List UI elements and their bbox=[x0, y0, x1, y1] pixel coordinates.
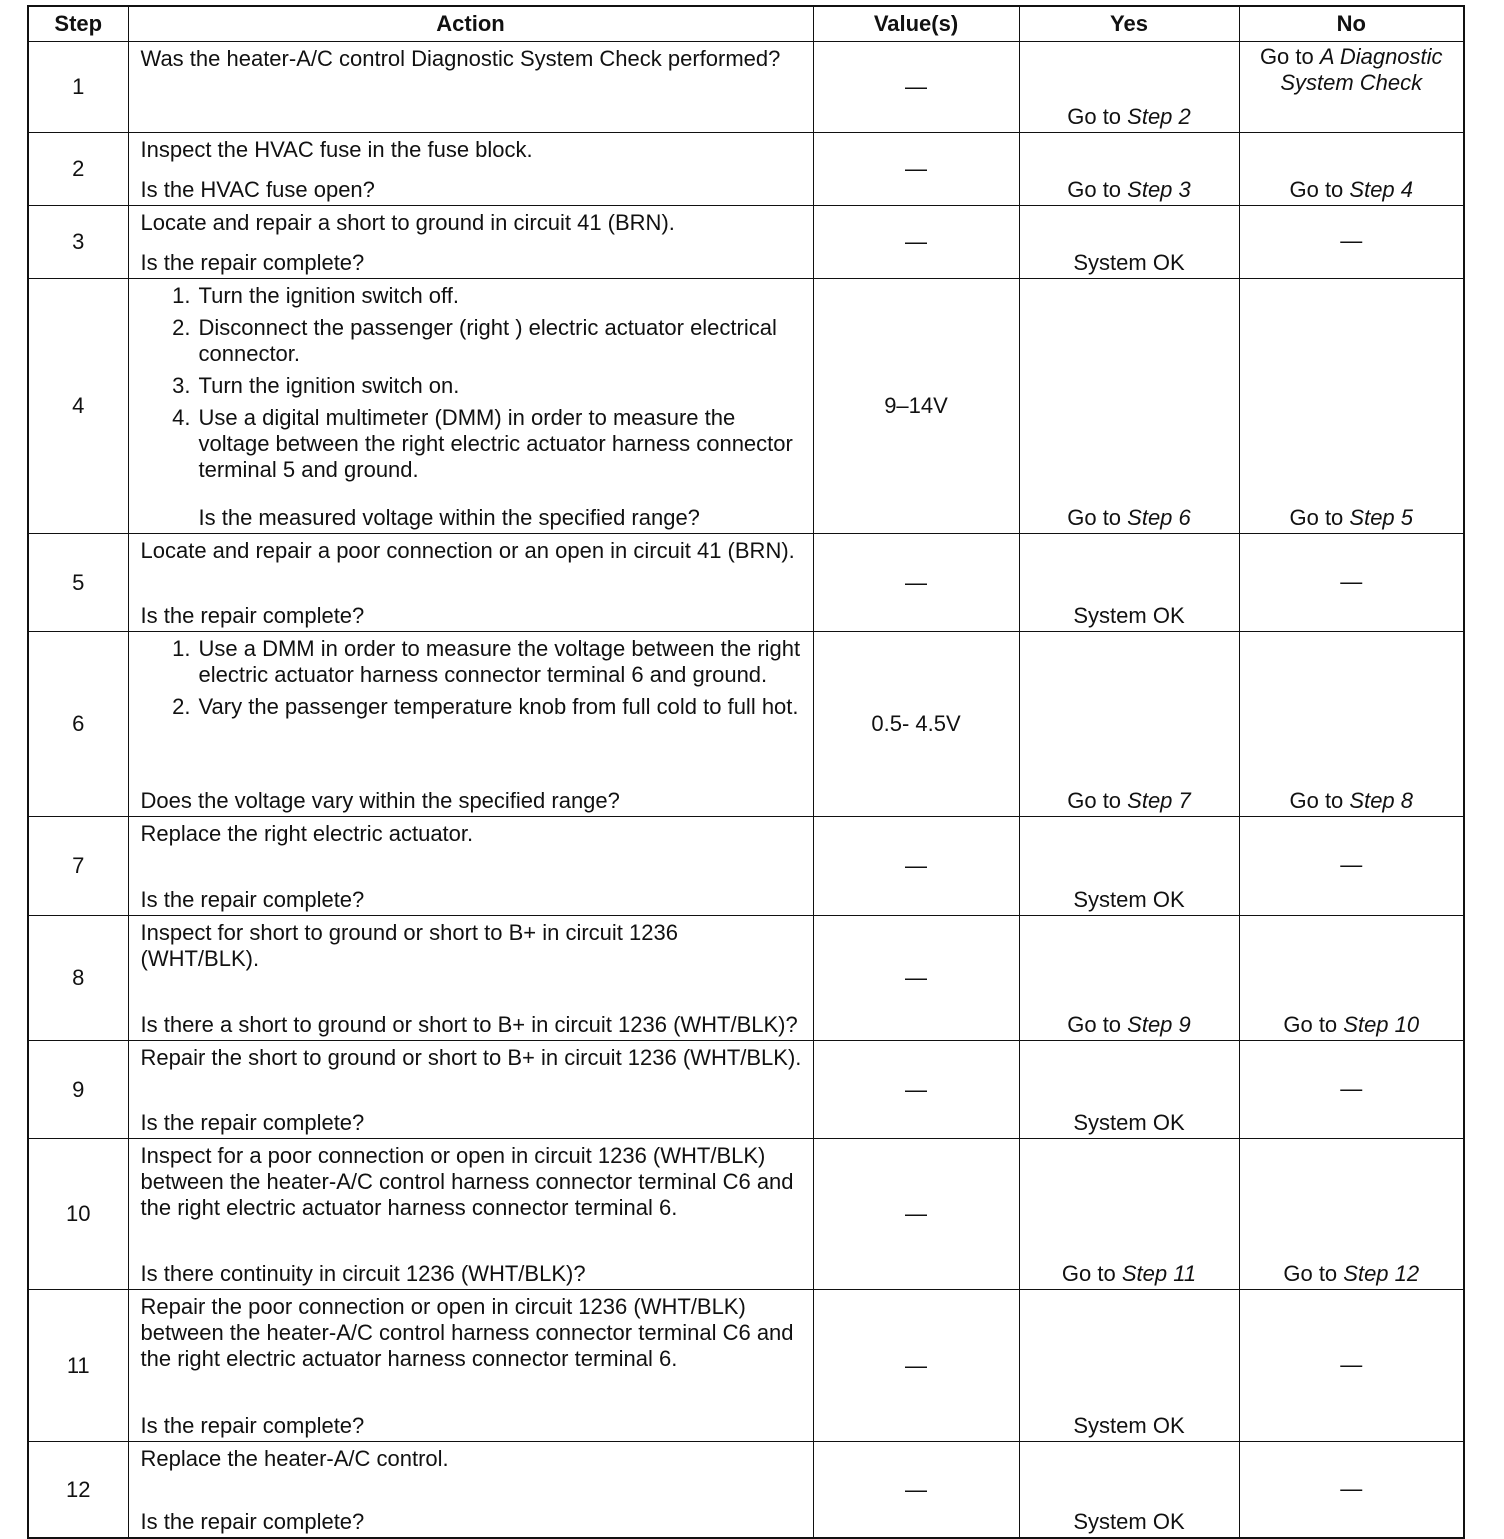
step-number: 6 bbox=[28, 632, 128, 817]
value-cell: — bbox=[813, 42, 1019, 133]
list-text: Disconnect the passenger (right ) electric actuator electrical connector. bbox=[198, 315, 777, 366]
action-content bbox=[141, 46, 803, 130]
no-result-text: Go to bbox=[1289, 505, 1350, 530]
yes-result-step-link: Step 11 bbox=[1121, 1261, 1197, 1286]
action-text: Was the heater-A/C control Diagnostic System Check performed? bbox=[140, 46, 781, 71]
yes-result-text: System OK bbox=[1073, 887, 1185, 912]
step-number: 2 bbox=[28, 133, 128, 206]
action-list-item bbox=[141, 315, 803, 367]
step-number: 3 bbox=[28, 206, 128, 279]
action-question: Is the repair complete? bbox=[140, 1509, 365, 1534]
action-text: Replace the right electric actuator. bbox=[140, 821, 474, 846]
action-list-item bbox=[141, 283, 803, 309]
action-cell bbox=[128, 133, 813, 206]
yes-result bbox=[1019, 817, 1239, 916]
action-cell bbox=[128, 916, 813, 1041]
no-result bbox=[1239, 817, 1464, 916]
list-number: 1. bbox=[172, 636, 191, 661]
table-row bbox=[28, 817, 1464, 916]
yes-result-step-link: Step 9 bbox=[1127, 1012, 1191, 1037]
value-cell: 9–14V bbox=[813, 279, 1019, 534]
action-text: Locate and repair a short to ground in circuit 41 (BRN). bbox=[140, 210, 675, 235]
value-cell: — bbox=[813, 1139, 1019, 1290]
action-list bbox=[141, 636, 803, 720]
step-number: 12 bbox=[28, 1442, 128, 1539]
list-text: Use a DMM in order to measure the voltage between the right electric actuator harness connector terminal 6 and ground. bbox=[198, 636, 801, 687]
action-text: Inspect for short to ground or short to B+ in circuit 1236 (WHT/BLK). bbox=[140, 920, 678, 971]
no-result bbox=[1239, 42, 1464, 133]
no-result bbox=[1239, 916, 1464, 1041]
action-content bbox=[141, 137, 803, 203]
action-question: Is the repair complete? bbox=[140, 1413, 365, 1438]
list-text: Turn the ignition switch off. bbox=[198, 283, 459, 308]
yes-result bbox=[1019, 206, 1239, 279]
no-result-text: — bbox=[1340, 568, 1363, 594]
table-row bbox=[28, 916, 1464, 1041]
yes-result bbox=[1019, 916, 1239, 1041]
yes-result-text: System OK bbox=[1073, 1110, 1185, 1135]
list-text: Turn the ignition switch on. bbox=[198, 373, 460, 398]
yes-result bbox=[1019, 632, 1239, 817]
no-result bbox=[1239, 534, 1464, 632]
action-text: Replace the heater-A/C control. bbox=[140, 1446, 449, 1471]
action-question: Is the repair complete? bbox=[140, 887, 365, 912]
action-cell bbox=[128, 1139, 813, 1290]
header-yes: Yes bbox=[1019, 6, 1239, 42]
yes-result-text: Go to bbox=[1067, 1012, 1128, 1037]
list-text: Use a digital multimeter (DMM) in order to measure the voltage between the right electric actuator harness connector terminal 5 and ground. bbox=[198, 405, 793, 482]
no-result bbox=[1239, 1290, 1464, 1442]
diagnostic-table bbox=[27, 5, 1465, 1539]
header-step: Step bbox=[28, 6, 128, 42]
no-result-text: — bbox=[1340, 852, 1363, 877]
yes-result-text: System OK bbox=[1073, 1509, 1185, 1534]
no-result-step-link: Step 4 bbox=[1349, 177, 1414, 202]
no-result-text: Go to bbox=[1289, 177, 1350, 202]
action-content bbox=[141, 538, 803, 629]
action-cell bbox=[128, 1442, 813, 1539]
action-question: Is the repair complete? bbox=[140, 250, 365, 275]
action-cell bbox=[128, 1041, 813, 1139]
action-cell bbox=[128, 279, 813, 534]
no-result-step-link: A Diagnostic System Check bbox=[1280, 44, 1443, 95]
action-text: Repair the poor connection or open in circuit 1236 (WHT/BLK) between the heater-A/C control harness connector terminal C6 and the right electric actuator harness connector terminal 6. bbox=[140, 1294, 794, 1371]
yes-result-step-link: Step 3 bbox=[1127, 177, 1191, 202]
header-no: No bbox=[1239, 6, 1464, 42]
table-row bbox=[28, 1442, 1464, 1539]
yes-result bbox=[1019, 133, 1239, 206]
step-number: 11 bbox=[28, 1290, 128, 1442]
value-cell: — bbox=[813, 817, 1019, 916]
yes-result-text: Go to bbox=[1061, 1261, 1122, 1286]
header-values: Value(s) bbox=[813, 6, 1019, 42]
no-result-text: Go to bbox=[1289, 788, 1350, 813]
action-content bbox=[141, 283, 803, 531]
yes-result-step-link: Step 7 bbox=[1127, 788, 1191, 813]
action-cell bbox=[128, 206, 813, 279]
yes-result-text: System OK bbox=[1073, 250, 1185, 275]
step-number: 7 bbox=[28, 817, 128, 916]
table-row bbox=[28, 1290, 1464, 1442]
action-list bbox=[141, 283, 803, 483]
yes-result-text: Go to bbox=[1067, 788, 1128, 813]
value-cell: — bbox=[813, 1442, 1019, 1539]
no-result-text: Go to bbox=[1283, 1261, 1344, 1286]
action-question: Is the HVAC fuse open? bbox=[140, 177, 375, 202]
table-row bbox=[28, 1041, 1464, 1139]
list-number: 2. bbox=[172, 315, 191, 340]
no-result-step-link: Step 10 bbox=[1343, 1012, 1420, 1037]
table-row bbox=[28, 279, 1464, 534]
list-number: 4. bbox=[172, 405, 191, 430]
action-cell bbox=[128, 534, 813, 632]
value-cell: — bbox=[813, 1041, 1019, 1139]
action-list-item bbox=[141, 405, 803, 483]
step-number: 1 bbox=[28, 42, 128, 133]
no-result-step-link: Step 5 bbox=[1349, 505, 1414, 530]
step-number: 9 bbox=[28, 1041, 128, 1139]
action-question: Is there continuity in circuit 1236 (WHT/BLK)? bbox=[140, 1261, 586, 1286]
yes-result bbox=[1019, 1290, 1239, 1442]
list-number: 2. bbox=[172, 694, 191, 719]
yes-result bbox=[1019, 42, 1239, 133]
value-cell: — bbox=[813, 916, 1019, 1041]
action-text: Inspect the HVAC fuse in the fuse block. bbox=[140, 137, 533, 162]
no-result bbox=[1239, 1442, 1464, 1539]
yes-result-text: Go to bbox=[1067, 505, 1128, 530]
no-result-text: — bbox=[1340, 1075, 1363, 1101]
action-cell bbox=[128, 42, 813, 133]
no-result bbox=[1239, 133, 1464, 206]
value-cell: — bbox=[813, 534, 1019, 632]
action-question: Does the voltage vary within the specified range? bbox=[140, 788, 620, 813]
action-text: Locate and repair a poor connection or an open in circuit 41 (BRN). bbox=[140, 538, 795, 563]
no-result-text: — bbox=[1340, 1351, 1363, 1377]
step-number: 4 bbox=[28, 279, 128, 534]
no-result-step-link: Step 8 bbox=[1349, 788, 1414, 813]
action-content bbox=[141, 920, 803, 1038]
value-cell: — bbox=[813, 133, 1019, 206]
yes-result-text: System OK bbox=[1073, 1413, 1185, 1438]
yes-result-step-link: Step 6 bbox=[1127, 505, 1191, 530]
action-list-item bbox=[141, 694, 803, 720]
value-cell: — bbox=[813, 1290, 1019, 1442]
no-result bbox=[1239, 1041, 1464, 1139]
no-result bbox=[1239, 1139, 1464, 1290]
step-number: 10 bbox=[28, 1139, 128, 1290]
action-content bbox=[141, 1045, 803, 1136]
no-result bbox=[1239, 279, 1464, 534]
action-question: Is the measured voltage within the specified range? bbox=[198, 505, 700, 530]
yes-result bbox=[1019, 1041, 1239, 1139]
action-cell bbox=[128, 817, 813, 916]
table-row bbox=[28, 42, 1464, 133]
action-list-item bbox=[141, 636, 803, 688]
yes-result-text: System OK bbox=[1073, 603, 1185, 628]
header-row bbox=[28, 6, 1464, 42]
step-number: 8 bbox=[28, 916, 128, 1041]
table-row bbox=[28, 206, 1464, 279]
yes-result bbox=[1019, 279, 1239, 534]
no-result-text: — bbox=[1340, 228, 1363, 253]
action-text: Inspect for a poor connection or open in circuit 1236 (WHT/BLK) between the heater-A/C control harness connector terminal C6 and the right electric actuator harness connector terminal 6. bbox=[140, 1143, 794, 1220]
action-cell bbox=[128, 632, 813, 817]
action-question: Is the repair complete? bbox=[140, 603, 365, 628]
yes-result bbox=[1019, 534, 1239, 632]
action-content bbox=[141, 636, 803, 814]
yes-result bbox=[1019, 1139, 1239, 1290]
yes-result-text: Go to bbox=[1067, 104, 1128, 129]
list-number: 1. bbox=[172, 283, 191, 308]
action-content bbox=[141, 1294, 803, 1439]
yes-result-text: Go to bbox=[1067, 177, 1128, 202]
no-result bbox=[1239, 632, 1464, 817]
action-content bbox=[141, 1446, 803, 1535]
no-result-step-link: Step 12 bbox=[1343, 1261, 1420, 1286]
no-result-text: Go to bbox=[1259, 44, 1320, 69]
list-number: 3. bbox=[172, 373, 191, 398]
no-result-text: Go to bbox=[1283, 1012, 1344, 1037]
yes-result-step-link: Step 2 bbox=[1127, 104, 1191, 129]
action-content bbox=[141, 821, 803, 913]
value-cell: 0.5- 4.5V bbox=[813, 632, 1019, 817]
header-action: Action bbox=[128, 6, 813, 42]
action-cell bbox=[128, 1290, 813, 1442]
table-row bbox=[28, 632, 1464, 817]
value-cell: — bbox=[813, 206, 1019, 279]
action-content bbox=[141, 1143, 803, 1287]
action-question: Is there a short to ground or short to B+ in circuit 1236 (WHT/BLK)? bbox=[140, 1012, 798, 1037]
step-number: 5 bbox=[28, 534, 128, 632]
table-row bbox=[28, 534, 1464, 632]
action-content bbox=[141, 210, 803, 276]
action-question: Is the repair complete? bbox=[140, 1110, 365, 1135]
yes-result bbox=[1019, 1442, 1239, 1539]
table-row bbox=[28, 1139, 1464, 1290]
action-text: Repair the short to ground or short to B+ in circuit 1236 (WHT/BLK). bbox=[140, 1045, 802, 1070]
list-text: Vary the passenger temperature knob from full cold to full hot. bbox=[198, 694, 799, 719]
no-result bbox=[1239, 206, 1464, 279]
table-row bbox=[28, 133, 1464, 206]
action-list-item bbox=[141, 373, 803, 399]
no-result-text: — bbox=[1340, 1475, 1363, 1501]
